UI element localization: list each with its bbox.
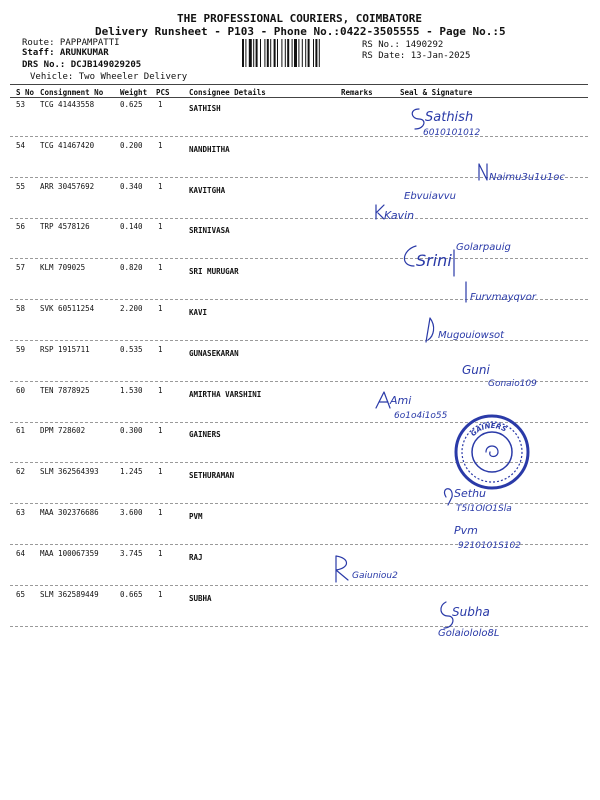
barcode-bar [281, 39, 282, 67]
barcode-bar [277, 39, 278, 67]
barcode-bar [292, 39, 293, 67]
barcode-bar [313, 39, 314, 67]
cell-consignment-no: MAA 302376686 [40, 508, 99, 517]
signature-row-54 [475, 160, 585, 190]
cell-consignment-no: KLM 709025 [40, 263, 86, 273]
signature-date: Golaiololo8L [438, 628, 500, 639]
company-title: THE PROFESSIONAL COURIERS, COIMBATORE [177, 12, 423, 25]
cell-weight: 0.140 [120, 222, 143, 232]
cell-consignee: RAJ [189, 552, 203, 562]
cell-pcs: 1 [158, 589, 163, 599]
barcode-bar [249, 39, 252, 67]
cell-sno: 57 [16, 263, 26, 273]
signature-date: T5l1OIO1Sla [456, 504, 512, 514]
seal-stamp [452, 412, 532, 492]
cell-weight: 0.340 [120, 181, 143, 191]
barcode-bar [285, 39, 286, 67]
header-rule-bottom [10, 97, 588, 98]
cell-weight: 1.245 [120, 467, 143, 477]
cell-weight: 3.600 [120, 508, 143, 517]
col-weight: Weight [120, 88, 148, 97]
signature-date: Gaiuniou2 [352, 571, 398, 581]
cell-sno: 64 [16, 548, 26, 558]
cell-consignee: SETHURAMAN [189, 471, 235, 481]
cell-weight: 0.535 [120, 344, 143, 354]
cell-consignee: AMIRTHA VARSHINI [189, 389, 262, 399]
signature-row-53 [405, 103, 495, 139]
signature-date: Naimu3u1u1oc [489, 172, 565, 183]
barcode-bar [305, 39, 306, 67]
barcode-bar [256, 39, 258, 67]
cell-consignment-no: TCG 41467420 [40, 140, 95, 150]
cell-pcs: 1 [158, 508, 163, 517]
signature-date: Furvmayqvor [470, 292, 536, 303]
cell-pcs: 1 [158, 344, 163, 354]
rs-number: RS No.: 1490292 [362, 40, 444, 50]
signature-date: 6010101012 [423, 128, 481, 138]
cell-sno: 62 [16, 467, 26, 477]
route: Route: PAPPAMPATTI [22, 38, 120, 48]
cell-consignee: KAVITGHA [189, 185, 226, 195]
stamp-text: GAINERS [469, 421, 508, 439]
cell-consignee: GUNASEKARAN [189, 348, 239, 358]
signature-row-63 [448, 520, 558, 554]
cell-weight: 3.745 [120, 548, 143, 558]
signature-row-65 [436, 598, 546, 642]
cell-weight: 0.300 [120, 426, 143, 436]
cell-consignment-no: TCG 41443558 [40, 100, 95, 109]
cell-pcs: 1 [158, 385, 163, 395]
cell-pcs: 1 [158, 140, 163, 150]
col-pcs: PCS [156, 88, 170, 97]
cell-consignee: SRI MURUGAR [189, 267, 239, 277]
cell-consignment-no: SLM 362589449 [40, 589, 99, 599]
cell-sno: 60 [16, 385, 26, 395]
cell-pcs: 1 [158, 100, 163, 109]
cell-consignee: NANDHITHA [189, 144, 230, 154]
cell-consignee: SATHISH [189, 104, 221, 113]
signature-text: Ami [390, 394, 412, 407]
signature-text: Subha [452, 605, 490, 619]
signature-row-64 [330, 552, 460, 586]
cell-sno: 54 [16, 140, 26, 150]
cell-consignment-no: TRP 4578126 [40, 222, 90, 232]
signature-text: Kavin [384, 209, 415, 222]
cell-consignee: KAVI [189, 308, 208, 317]
signature-row-62 [440, 483, 560, 517]
signature-date: 9210101S102 [458, 541, 521, 551]
cell-weight: 0.200 [120, 140, 143, 150]
cell-consignment-no: DPM 728602 [40, 426, 86, 436]
barcode-bar [253, 39, 254, 67]
cell-consignee: SUBHA [189, 593, 212, 603]
barcode-bar [319, 39, 320, 67]
barcode-bar [242, 39, 244, 67]
cell-consignment-no: SVK 60511254 [40, 304, 95, 313]
cell-weight: 0.625 [120, 100, 143, 109]
barcode-bar [294, 39, 297, 67]
cell-weight: 1.530 [120, 385, 143, 395]
barcode-bar [264, 39, 265, 67]
drs-number: DRS No.: DCJB149029205 [22, 60, 142, 70]
barcode-bar [245, 39, 246, 67]
cell-consignee: GAINERS [189, 430, 221, 440]
cell-pcs: 1 [158, 304, 163, 313]
cell-consignee: PVM [189, 512, 203, 521]
cell-sno: 59 [16, 344, 26, 354]
barcode-bar [260, 39, 261, 67]
cell-consignment-no: TEN 7878925 [40, 385, 90, 395]
header-rule-top [10, 84, 588, 85]
cell-pcs: 1 [158, 548, 163, 558]
barcode-bar [287, 39, 289, 67]
cell-consignment-no: ARR 30457692 [40, 181, 95, 191]
barcode-bar [267, 39, 269, 67]
barcode-bar [315, 39, 317, 67]
rs-date: RS Date: 13-Jan-2025 [362, 51, 471, 61]
cell-sno: 56 [16, 222, 26, 232]
row-separator [10, 585, 588, 586]
cell-weight: 0.820 [120, 263, 143, 273]
signature-row-56 [398, 236, 558, 278]
cell-sno: 65 [16, 589, 26, 599]
cell-sno: 63 [16, 508, 26, 517]
cell-pcs: 1 [158, 263, 163, 273]
signature-text: Srini [416, 251, 452, 270]
signature-date: Gonaio109 [488, 379, 537, 389]
col-remarks: Remarks [341, 88, 373, 97]
signature-text: Guni [462, 363, 490, 377]
col-sno: S No [16, 88, 35, 97]
cell-sno: 55 [16, 181, 26, 191]
cell-pcs: 1 [158, 181, 163, 191]
runsheet-line: Delivery Runsheet - P103 - Phone No.:0422-3505555 - Page No.:5 [95, 25, 506, 38]
signature-row-55 [370, 183, 490, 225]
signature-date: Golarpauig [456, 242, 511, 253]
barcode-bar [308, 39, 310, 67]
signature-date: 6o1o4i1o55 [394, 411, 448, 421]
cell-consignment-no: SLM 362564393 [40, 467, 99, 477]
row-separator [10, 218, 588, 219]
barcode-bar [274, 39, 276, 67]
barcode-bar [298, 39, 299, 67]
col-seal-signature: Seal & Signature [400, 88, 473, 97]
staff: Staff: ARUNKUMAR [22, 48, 109, 58]
cell-consignment-no: MAA 100067359 [40, 548, 99, 558]
signature-text: Pvm [454, 524, 478, 537]
col-consignee: Consignee Details [189, 88, 266, 97]
signature-text: Sathish [425, 110, 474, 125]
barcode-graphic [242, 39, 354, 67]
vehicle: Vehicle: Two Wheeler Delivery [30, 72, 188, 82]
cell-sno: 58 [16, 304, 26, 313]
signature-row-58 [422, 314, 552, 346]
cell-consignment-no: RSP 1915711 [40, 344, 90, 354]
col-consignment: Consignment No [40, 88, 104, 97]
cell-sno: 61 [16, 426, 26, 436]
cell-pcs: 1 [158, 467, 163, 477]
row-separator [10, 136, 588, 137]
signature-row-57 [460, 280, 580, 308]
cell-pcs: 1 [158, 426, 163, 436]
cell-sno: 53 [16, 100, 26, 109]
signature-date: Mugouiowsot [438, 330, 505, 341]
barcode-bar [270, 39, 271, 67]
cell-weight: 2.200 [120, 304, 143, 313]
barcode-bar [302, 39, 303, 67]
cell-weight: 0.665 [120, 589, 143, 599]
signature-text: Sethu [454, 487, 487, 500]
cell-pcs: 1 [158, 222, 163, 232]
barcode [242, 39, 354, 67]
cell-consignee: SRINIVASA [189, 226, 230, 236]
signature-date: Ebvuiavvu [404, 191, 457, 202]
